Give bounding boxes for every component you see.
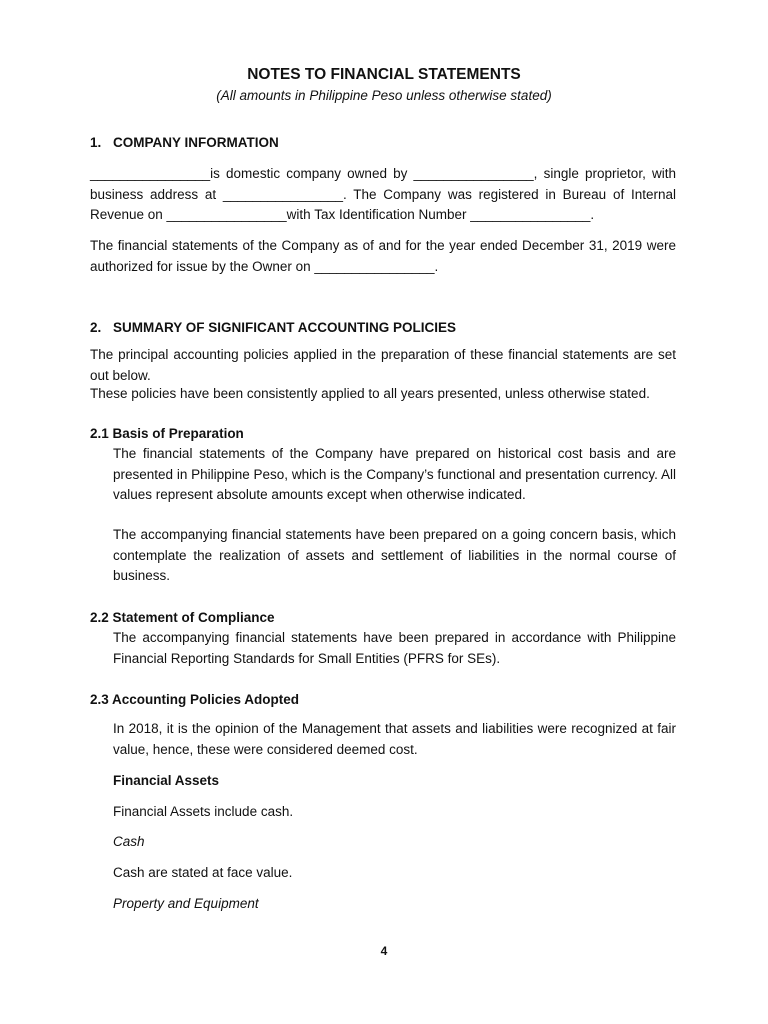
policies-consistency-paragraph: These policies have been consistently applied to all years presented, unless otherwise stated. — [90, 386, 650, 401]
compliance-paragraph: The accompanying financial statements have been prepared in accordance with Philippine Financial Reporting Standards for Small Entities (PFRS for SEs). — [113, 630, 676, 666]
section-1-number: 1. — [90, 135, 102, 150]
property-equipment-label: Property and Equipment — [113, 896, 259, 911]
going-concern-paragraph: The accompanying financial statements have been prepared on a going concern basis, which contemplate the realization of assets and settlement of liabilities in the normal course of business. — [113, 527, 676, 583]
section-2-heading — [90, 320, 456, 335]
financial-assets-text: Financial Assets include cash. — [113, 804, 294, 819]
company-info-paragraph: ________________is domestic company owned by ________________, single proprietor, with business address at ________________. The Company was registered in Bureau of Internal Revenue on ________________with Tax Identification Number ________________. — [90, 166, 676, 222]
financial-assets-label: Financial Assets — [113, 773, 220, 788]
authorization-paragraph: The financial statements of the Company as of and for the year ended December 31, 2019 were authorized for issue by the Owner on ________________. — [90, 238, 676, 274]
basis-of-preparation-paragraph: The financial statements of the Company have prepared on historical cost basis and are presented in Philippine Peso, which is the Company’s functional and presentation currency. All values represent absolute amounts except when otherwise indicated. — [113, 446, 676, 502]
cash-text: Cash are stated at face value. — [113, 865, 293, 880]
section-1-title: COMPANY INFORMATION — [113, 135, 279, 150]
page-number: 4 — [380, 944, 388, 958]
basis-of-preparation-heading: 2.1 Basis of Preparation — [90, 426, 244, 441]
deemed-cost-paragraph: In 2018, it is the opinion of the Management that assets and liabilities were recognized at fair value, hence, these were considered deemed cost. — [113, 721, 676, 757]
page-subtitle: (All amounts in Philippine Peso unless otherwise stated) — [216, 88, 552, 103]
section-2-title: SUMMARY OF SIGNIFICANT ACCOUNTING POLICIES — [113, 320, 457, 335]
section-2-number: 2. — [90, 320, 102, 335]
policies-intro-paragraph: The principal accounting policies applied in the preparation of these financial statements are set out below. — [90, 347, 676, 383]
page-title: NOTES TO FINANCIAL STATEMENTS — [247, 66, 521, 83]
section-1-heading — [90, 135, 279, 150]
statement-of-compliance-heading: 2.2 Statement of Compliance — [90, 610, 275, 625]
cash-label: Cash — [113, 834, 145, 849]
accounting-policies-heading: 2.3 Accounting Policies Adopted — [90, 692, 300, 707]
